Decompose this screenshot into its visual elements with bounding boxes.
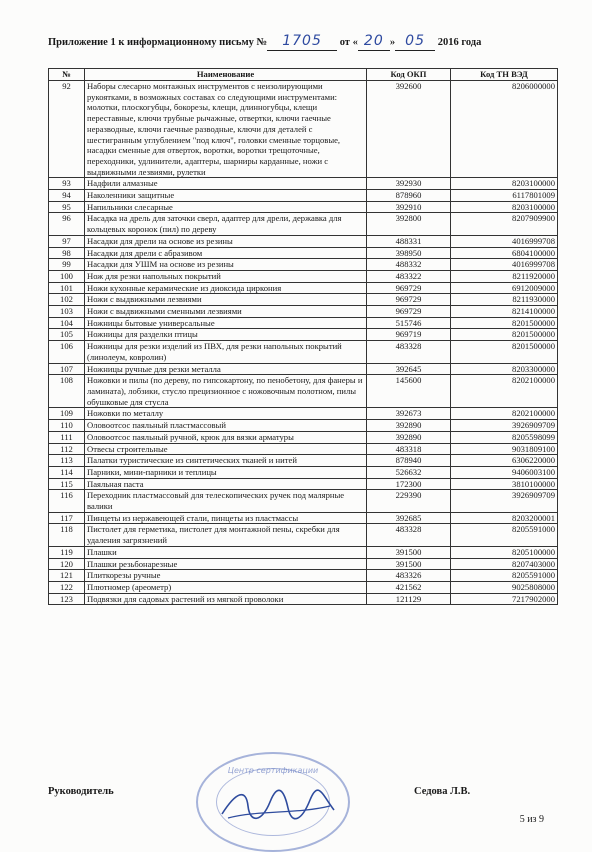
row-okp-code: 391500 (367, 546, 451, 558)
row-okp-code: 483322 (367, 270, 451, 282)
row-number: 111 (49, 431, 85, 443)
table-row (49, 408, 558, 420)
row-number: 118 (49, 524, 85, 546)
table-row (49, 490, 558, 512)
table-row (49, 190, 558, 202)
table-row (49, 341, 558, 363)
row-tnved-code: 3810100000 (451, 478, 558, 490)
row-number: 117 (49, 512, 85, 524)
row-name: Нож для резки напольных покрытий (85, 270, 367, 282)
row-okp-code: 483328 (367, 524, 451, 546)
signer-name: Седова Л.В. (414, 786, 471, 797)
row-tnved-code: 8203100000 (451, 178, 558, 190)
table-row (49, 431, 558, 443)
row-tnved-code: 8205598099 (451, 431, 558, 443)
row-name: Плашки резьбонарезные (85, 558, 367, 570)
row-name: Пистолет для герметика, пистолет для монтажной пены, скребки для удаления загрязнений (85, 524, 367, 546)
row-number: 109 (49, 408, 85, 420)
row-okp-code: 488332 (367, 259, 451, 271)
row-number: 120 (49, 558, 85, 570)
row-okp-code: 483326 (367, 570, 451, 582)
row-name: Палатки туристические из синтетических тканей и нитей (85, 455, 367, 467)
table-row (49, 81, 558, 178)
row-tnved-code: 8205591000 (451, 570, 558, 582)
row-okp-code: 121129 (367, 593, 451, 605)
row-number: 92 (49, 81, 85, 178)
signer-role: Руководитель (48, 786, 114, 797)
col-header-number: № (49, 69, 85, 81)
table-row (49, 455, 558, 467)
table-row (49, 294, 558, 306)
table-row (49, 317, 558, 329)
row-tnved-code: 6912009000 (451, 282, 558, 294)
row-number: 98 (49, 247, 85, 259)
product-table (48, 68, 558, 605)
row-name: Насадка на дрель для заточки сверл, адаптер для дрели, державка для кольцевых коронок (пил) по дереву (85, 213, 367, 235)
row-okp-code: 392645 (367, 363, 451, 375)
letter-number: 1705 (267, 33, 337, 51)
row-name: Ножовки и пилы (по дереву, по гипсокартону, по пенобетону, для фанеры и ламината), лобзики, стусло прецизионное с ножовочным полотном, пилы обушковые для стусла (85, 375, 367, 408)
row-okp-code: 392685 (367, 512, 451, 524)
row-okp-code: 398950 (367, 247, 451, 259)
row-tnved-code: 8201500000 (451, 329, 558, 341)
row-name: Наколенники защитные (85, 190, 367, 202)
table-row (49, 259, 558, 271)
row-tnved-code: 8201500000 (451, 317, 558, 329)
row-tnved-code: 3926909709 (451, 490, 558, 512)
page-number: 5 из 9 (519, 814, 544, 825)
row-okp-code: 969729 (367, 294, 451, 306)
row-tnved-code: 8207403000 (451, 558, 558, 570)
row-number: 104 (49, 317, 85, 329)
row-number: 105 (49, 329, 85, 341)
row-tnved-code: 8206000000 (451, 81, 558, 178)
table-row (49, 329, 558, 341)
row-tnved-code: 8202100000 (451, 408, 558, 420)
row-number: 121 (49, 570, 85, 582)
table-row (49, 466, 558, 478)
row-tnved-code: 8214100000 (451, 306, 558, 318)
table-row (49, 201, 558, 213)
row-tnved-code: 8205591000 (451, 524, 558, 546)
row-okp-code: 483318 (367, 443, 451, 455)
row-number: 114 (49, 466, 85, 478)
row-tnved-code: 8211930000 (451, 294, 558, 306)
row-number: 106 (49, 341, 85, 363)
row-tnved-code: 9406003100 (451, 466, 558, 478)
table-row (49, 478, 558, 490)
col-header-okp: Код ОКП (367, 69, 451, 81)
table-row (49, 581, 558, 593)
letter-day: 20 (358, 33, 390, 51)
row-name: Ножи с выдвижными сменными лезвиями (85, 306, 367, 318)
row-number: 102 (49, 294, 85, 306)
row-name: Плашки (85, 546, 367, 558)
row-number: 112 (49, 443, 85, 455)
document-header (48, 32, 568, 54)
header-year: 2016 года (437, 37, 482, 48)
row-tnved-code: 8211920000 (451, 270, 558, 282)
row-okp-code: 515746 (367, 317, 451, 329)
row-name: Ножи с выдвижными лезвиями (85, 294, 367, 306)
row-number: 96 (49, 213, 85, 235)
letter-month: 05 (395, 33, 435, 51)
row-tnved-code: 8203200001 (451, 512, 558, 524)
row-okp-code: 392673 (367, 408, 451, 420)
row-tnved-code: 6306220000 (451, 455, 558, 467)
table-row (49, 213, 558, 235)
table-row (49, 546, 558, 558)
row-okp-code: 391500 (367, 558, 451, 570)
header-from: от « (339, 37, 358, 48)
row-number: 97 (49, 235, 85, 247)
row-tnved-code: 4016999708 (451, 259, 558, 271)
row-number: 113 (49, 455, 85, 467)
row-okp-code: 392910 (367, 201, 451, 213)
row-number: 101 (49, 282, 85, 294)
table-row (49, 375, 558, 408)
table-body (49, 81, 558, 605)
row-tnved-code: 8205100000 (451, 546, 558, 558)
row-name: Паяльная паста (85, 478, 367, 490)
row-tnved-code: 3926909709 (451, 420, 558, 432)
row-number: 119 (49, 546, 85, 558)
table-row (49, 235, 558, 247)
row-number: 122 (49, 581, 85, 593)
table-row (49, 420, 558, 432)
row-okp-code: 878940 (367, 455, 451, 467)
row-name: Ножницы для разделки птицы (85, 329, 367, 341)
header-month-sep: » (389, 37, 396, 48)
row-okp-code: 392890 (367, 420, 451, 432)
row-number: 116 (49, 490, 85, 512)
row-okp-code: 229390 (367, 490, 451, 512)
table-row (49, 558, 558, 570)
handwritten-signature (218, 784, 338, 828)
row-okp-code: 969719 (367, 329, 451, 341)
row-tnved-code: 4016999708 (451, 235, 558, 247)
row-number: 108 (49, 375, 85, 408)
table-row (49, 570, 558, 582)
table-row (49, 306, 558, 318)
stamp-text: Центр сертификации (227, 766, 319, 775)
row-number: 110 (49, 420, 85, 432)
row-number: 94 (49, 190, 85, 202)
table-row (49, 178, 558, 190)
row-number: 107 (49, 363, 85, 375)
row-number: 95 (49, 201, 85, 213)
table-header-row (49, 69, 558, 81)
row-number: 100 (49, 270, 85, 282)
row-tnved-code: 9031809100 (451, 443, 558, 455)
row-name: Оловоотсос паяльный ручной, крюк для вязки арматуры (85, 431, 367, 443)
row-tnved-code: 6804100000 (451, 247, 558, 259)
row-name: Ножи кухонные керамические из диоксида циркония (85, 282, 367, 294)
row-tnved-code: 9025808000 (451, 581, 558, 593)
row-name: Плютномер (ареометр) (85, 581, 367, 593)
row-okp-code: 392600 (367, 81, 451, 178)
row-okp-code: 969729 (367, 282, 451, 294)
table-row (49, 247, 558, 259)
table-row (49, 282, 558, 294)
table-row (49, 593, 558, 605)
row-okp-code: 145600 (367, 375, 451, 408)
table-row (49, 524, 558, 546)
row-okp-code: 969729 (367, 306, 451, 318)
row-name: Ножницы бытовые универсальные (85, 317, 367, 329)
row-name: Пинцеты из нержавеющей стали, пинцеты из пластмассы (85, 512, 367, 524)
row-okp-code: 421562 (367, 581, 451, 593)
row-okp-code: 172300 (367, 478, 451, 490)
row-tnved-code: 8202100000 (451, 375, 558, 408)
row-tnved-code: 7217902000 (451, 593, 558, 605)
row-name: Оловоотсос паяльный пластмассовый (85, 420, 367, 432)
row-name: Насадки для дрели на основе из резины (85, 235, 367, 247)
row-tnved-code: 8203300000 (451, 363, 558, 375)
row-okp-code: 392800 (367, 213, 451, 235)
row-number: 99 (49, 259, 85, 271)
row-okp-code: 488331 (367, 235, 451, 247)
table-row (49, 443, 558, 455)
table-row (49, 512, 558, 524)
row-tnved-code: 8201500000 (451, 341, 558, 363)
row-tnved-code: 8207909900 (451, 213, 558, 235)
row-name: Плиткорезы ручные (85, 570, 367, 582)
table-row (49, 270, 558, 282)
row-okp-code: 483328 (367, 341, 451, 363)
row-number: 93 (49, 178, 85, 190)
row-name: Насадки для дрели с абразивом (85, 247, 367, 259)
row-name: Ножницы для резки изделий из ПВХ, для резки напольных покрытий (линолеум, ковролин) (85, 341, 367, 363)
table-row (49, 363, 558, 375)
row-name: Ножницы ручные для резки металла (85, 363, 367, 375)
row-name: Подвязки для садовых растений из мягкой проволоки (85, 593, 367, 605)
row-name: Парники, мини-парники и теплицы (85, 466, 367, 478)
row-okp-code: 526632 (367, 466, 451, 478)
row-name: Ножовки по металлу (85, 408, 367, 420)
row-okp-code: 878960 (367, 190, 451, 202)
row-number: 103 (49, 306, 85, 318)
row-tnved-code: 6117801009 (451, 190, 558, 202)
row-name: Наборы слесарно монтажных инструментов с неизолирующими рукоятками, в возможных составах со следующими инструментами: молотки, плоскогубцы, бокорезы, клещи, длинногубцы, клещи переставные, ключи трубные рычажные, отвертки, ключи гаечные неразводные, ключи гаечные разводные, ключи для деталей с шестигранным углублением "под ключ", головки сменные торцовые, насадки сменные для отверток, воротки, воротки трещоточные, переходники, удлинители, адаптеры, шарниры карданные, ножи с выдвижными лезвиями, рулетки (85, 81, 367, 178)
row-tnved-code: 8203100000 (451, 201, 558, 213)
col-header-tnved: Код ТН ВЭД (451, 69, 558, 81)
row-name: Напильники слесарные (85, 201, 367, 213)
row-name: Насадки для УШМ на основе из резины (85, 259, 367, 271)
row-number: 115 (49, 478, 85, 490)
col-header-name: Наименование (85, 69, 367, 81)
row-number: 123 (49, 593, 85, 605)
row-name: Отвесы строительные (85, 443, 367, 455)
header-prefix: Приложение 1 к информационному письму № (48, 37, 268, 48)
row-okp-code: 392930 (367, 178, 451, 190)
row-name: Надфили алмазные (85, 178, 367, 190)
row-okp-code: 392890 (367, 431, 451, 443)
row-name: Переходник пластмассовый для телескопических ручек под малярные валики (85, 490, 367, 512)
